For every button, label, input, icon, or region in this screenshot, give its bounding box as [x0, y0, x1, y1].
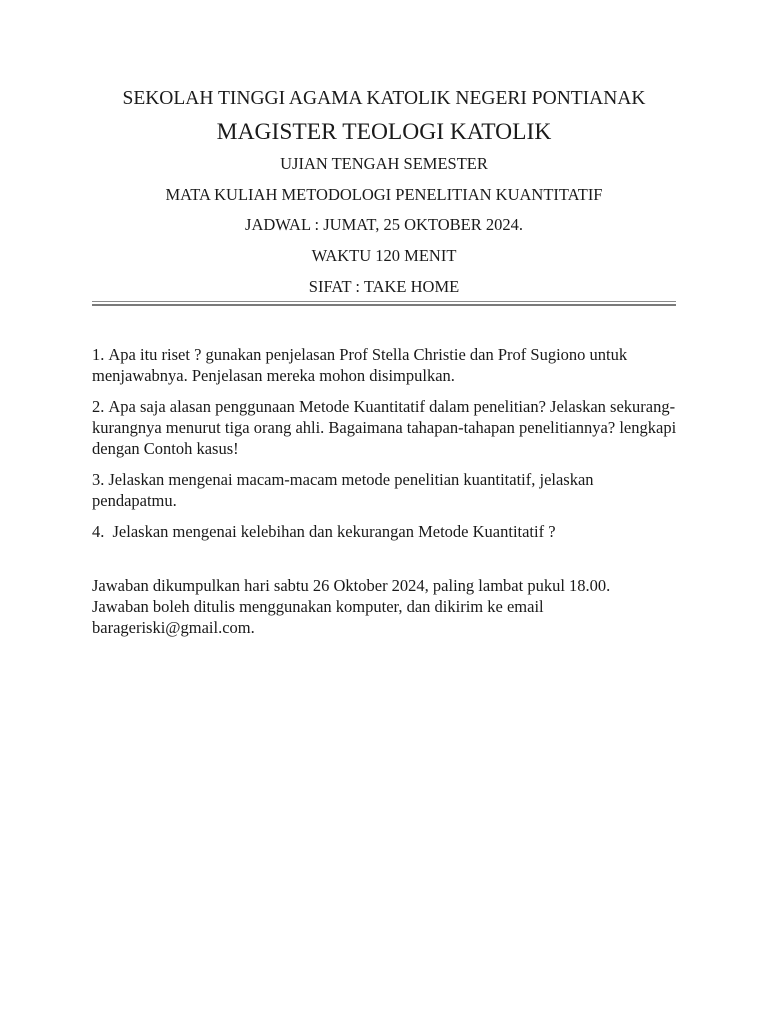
exam-title: UJIAN TENGAH SEMESTER [280, 154, 488, 173]
question-text: Apa itu riset ? gunakan penjelasan Prof Stella Christie dan Prof Sugiono untuk menjawabnya. Penjelasan mereka mohon disimpulkan. [92, 345, 628, 385]
question-text: Apa saja alasan penggunaan Metode Kuantitatif dalam penelitian? Jelaskan sekurang-kurangnya menurut tiga orang ahli. Bagaimana tahapan-tahapan penelitiannya? lengkapi dengan Contoh kasus! [92, 397, 677, 458]
question-item [92, 344, 682, 386]
question-number: 3. [92, 470, 105, 489]
question-item [92, 521, 682, 542]
submission-email: barageriski@gmail.com. [92, 618, 255, 637]
document-header [92, 87, 676, 297]
header-divider [92, 301, 676, 306]
submission-method: Jawaban boleh ditulis menggunakan komputer, dan dikirim ke email [92, 597, 544, 616]
submission-note [92, 575, 682, 638]
question-number: 1. [92, 345, 105, 364]
program-name: MAGISTER TEOLOGI KATOLIK [216, 119, 552, 145]
exam-body [92, 344, 682, 638]
exam-duration: WAKTU 120 MENIT [311, 246, 457, 265]
question-number: 2. [92, 397, 105, 416]
exam-nature: SIFAT : TAKE HOME [308, 277, 460, 296]
question-item [92, 396, 682, 459]
submission-deadline: Jawaban dikumpulkan hari sabtu 26 Oktober 2024, paling lambat pukul 18.00. [92, 576, 611, 595]
question-text: Jelaskan mengenai macam-macam metode penelitian kuantitatif, jelaskan pendapatmu. [92, 470, 594, 510]
question-number: 4. [92, 522, 105, 541]
course-name: MATA KULIAH METODOLOGI PENELITIAN KUANTITATIF [165, 185, 603, 204]
exam-schedule: JADWAL : JUMAT, 25 OKTOBER 2024. [245, 215, 523, 234]
question-text: Jelaskan mengenai kelebihan dan kekurangan Metode Kuantitatif ? [108, 522, 556, 541]
question-item [92, 469, 682, 511]
school-name: SEKOLAH TINGGI AGAMA KATOLIK NEGERI PONTIANAK [122, 88, 646, 109]
